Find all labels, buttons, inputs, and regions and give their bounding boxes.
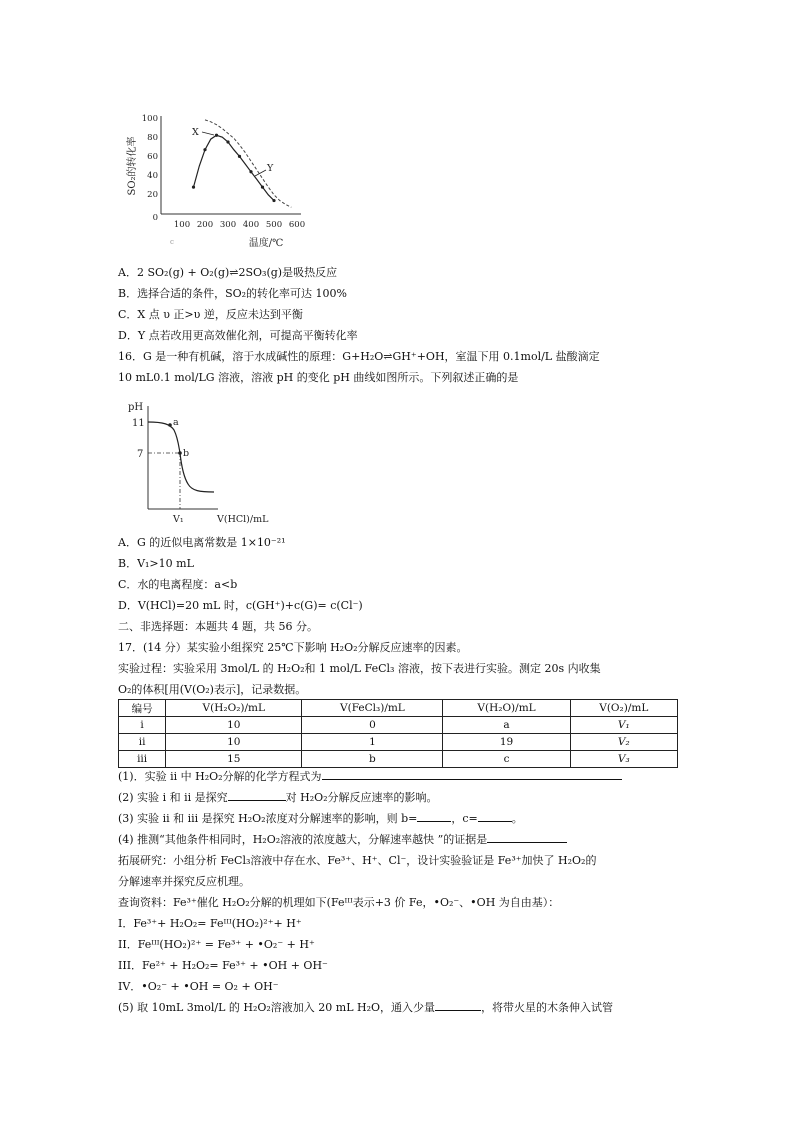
answer-blank-4[interactable] — [487, 831, 567, 843]
table-cell: 10 — [166, 717, 302, 734]
q17-part-3-text-c: 。 — [511, 812, 523, 825]
mechanism-step-3: III．Fe²⁺ + H₂O₂= Fe³⁺ + •OH + OH⁻ — [118, 959, 328, 972]
annotation-x: X — [192, 127, 199, 138]
table-row — [119, 751, 678, 768]
col-header: V(H₂O)/mL — [443, 700, 570, 717]
q16-stem-1: 16．G 是一种有机碱，溶于水成碱性的原理：G+H₂O⇌GH⁺+OH，室温下用 0.1mol/L 盐酸滴定 — [118, 350, 600, 363]
q17-part-2-text-a: (2) 实验 i 和 ii 是探究 — [118, 791, 228, 804]
measured-curve — [194, 135, 275, 200]
table-cell: V₃ — [570, 751, 677, 768]
q17-part-3 — [118, 810, 523, 828]
q17-part-1-text: (1)．实验 ii 中 H₂O₂分解的化学方程式为 — [118, 770, 322, 783]
table-cell: 19 — [443, 734, 570, 751]
col-header: V(FeCl₃)/mL — [302, 700, 443, 717]
x-pointer-line — [202, 132, 214, 135]
q17-part-2 — [118, 789, 438, 807]
answer-blank-c[interactable] — [478, 810, 512, 822]
chart1-xtick: 200 — [196, 220, 214, 230]
q17-part-1 — [118, 768, 622, 786]
q16-stem-2: 10 mL0.1 mol/LG 溶液，溶液 pH 的变化 pH 曲线如图所示。下列叙述正确的是 — [118, 371, 519, 384]
table-cell: V₁ — [570, 717, 677, 734]
table-row — [119, 717, 678, 734]
col-header: V(H₂O₂)/mL — [166, 700, 302, 717]
point-a — [168, 423, 172, 427]
table-cell: 1 — [302, 734, 443, 751]
q17-part-5-text-b: ，将带火星的木条伸入试管 — [481, 1001, 614, 1014]
chart1-ytick: 40 — [147, 171, 158, 181]
table-cell: 10 — [166, 734, 302, 751]
q16-option-a: A．G 的近似电离常数是 1×10⁻²¹ — [118, 536, 286, 549]
table-row — [119, 734, 678, 751]
table-cell: 15 — [166, 751, 302, 768]
q17-part-4-text: (4) 推测“其他条件相同时，H₂O₂溶液的浓度越大，分解速率越快 ”的证据是 — [118, 833, 488, 846]
col-header: V(O₂)/mL — [570, 700, 677, 717]
mechanism-step-4: IV．•O₂⁻ + •OH = O₂ + OH⁻ — [118, 980, 279, 993]
section-heading: 二、非选择题：本题共 4 题，共 56 分。 — [118, 620, 318, 633]
experiment-table — [118, 699, 678, 768]
q17-part-3-text-b: ，c= — [451, 812, 478, 825]
q15-option-d: D．Y 点若改用更高效催化剂，可提高平衡转化率 — [118, 329, 358, 342]
q16-option-c: C．水的电离程度：a<b — [118, 578, 238, 591]
so2-conversion-chart — [118, 108, 328, 252]
equilibrium-curve — [205, 120, 291, 207]
table-cell: b — [302, 751, 443, 768]
chart2-xlabel: V(HCl)/mL — [217, 514, 269, 525]
table-cell: 0 — [302, 717, 443, 734]
measured-point — [192, 186, 195, 189]
chart1-xtick: 600 — [288, 220, 306, 230]
mechanism-step-1: I．Fe³⁺+ H₂O₂= Feᴵᴵᴵ(HO₂)²⁺+ H⁺ — [118, 917, 302, 930]
table-cell: c — [443, 751, 570, 768]
chart1-ytick: 60 — [147, 152, 158, 162]
q17-procedure-2: O₂的体积[用(V(O₂)表示]，记录数据。 — [118, 683, 307, 696]
q17-head: 17．(14 分）某实验小组探究 25℃下影响 H₂O₂分解反应速率的因素。 — [118, 641, 468, 654]
table-cell: ii — [119, 734, 166, 751]
chart1-xtick: 500 — [265, 220, 283, 230]
q17-part-5 — [118, 999, 613, 1017]
q17-part-5-text-a: (5) 取 10mL 3mol/L 的 H₂O₂溶液加入 20 mL H₂O，通入少量 — [118, 1001, 436, 1014]
point-b — [178, 451, 182, 455]
chart1-ytick: 20 — [147, 190, 158, 200]
answer-blank-2[interactable] — [228, 789, 286, 801]
answer-blank-b[interactable] — [417, 810, 451, 822]
measured-point — [203, 148, 206, 151]
measured-point — [272, 199, 275, 202]
answer-blank-5[interactable] — [435, 999, 481, 1011]
chart2-ytick-7: 7 — [137, 449, 144, 460]
q17-extension-1: 拓展研究：小组分析 FeCl₃溶液中存在水、Fe³⁺、H⁺、Cl⁻，设计实验验证是 Fe³⁺加快了 H₂O₂的 — [118, 854, 597, 867]
q16-option-d: D．V(HCl)=20 mL 时，c(GH⁺)+c(G)= c(Cl⁻) — [118, 599, 363, 612]
chart1-ytick: 80 — [147, 133, 158, 143]
table-cell: iii — [119, 751, 166, 768]
mechanism-step-2: II．Feᴵᴵᴵ(HO₂)²⁺ = Fe³⁺ + •O₂⁻ + H⁺ — [118, 938, 315, 951]
table-cell: i — [119, 717, 166, 734]
chart2-ytick-11: 11 — [132, 418, 145, 429]
measured-point — [249, 170, 252, 173]
chart1-corner-mark: c — [170, 238, 174, 246]
q15-option-b: B．选择合适的条件，SO₂的转化率可达 100% — [118, 287, 347, 300]
measured-point — [238, 155, 241, 158]
titration-ph-chart — [118, 396, 288, 528]
q17-reference: 查询资料：Fe³⁺催化 H₂O₂分解的机理如下(Feᴵᴵᴵ表示+3 价 Fe，•O₂⁻、•OH 为自由基）： — [118, 896, 560, 909]
table-cell: a — [443, 717, 570, 734]
chart1-ytick: 0 — [152, 213, 158, 223]
q16-option-b: B．V₁>10 mL — [118, 557, 194, 570]
q17-part-4 — [118, 831, 567, 849]
chart1-xtick: 300 — [219, 220, 237, 230]
chart2-xtick-v1: V₁ — [173, 514, 184, 525]
q17-extension-2: 分解速率并探究反应机理。 — [118, 875, 250, 888]
chart1-xtick: 400 — [242, 220, 260, 230]
q15-option-a: A．2 SO₂(g) + O₂(g)⇌2SO₃(g)是吸热反应 — [118, 266, 338, 279]
q15-option-c: C．X 点 υ 正>υ 逆，反应未达到平衡 — [118, 308, 303, 321]
ph-curve — [148, 422, 214, 492]
q17-procedure-1: 实验过程：实验采用 3mol/L 的 H₂O₂和 1 mol/L FeCl₃ 溶液，按下表进行实验。测定 20s 内收集 — [118, 662, 601, 675]
q17-part-3-text-a: (3) 实验 ii 和 iii 是探究 H₂O₂浓度对分解速率的影响，则 b= — [118, 812, 418, 825]
q17-part-2-text-b: 对 H₂O₂分解反应速率的影响。 — [285, 791, 438, 804]
chart1-xlabel: 温度/℃ — [248, 238, 284, 249]
annotation-y: Y — [267, 163, 274, 174]
col-header: 编号 — [119, 700, 166, 717]
table-cell: V₂ — [570, 734, 677, 751]
measured-point — [226, 140, 229, 143]
table-header-row — [119, 700, 678, 717]
chart1-ytick: 100 — [141, 114, 158, 124]
chart1-xtick: 100 — [173, 220, 191, 230]
label-b: b — [183, 448, 190, 459]
chart1-ylabel: SO₂的转化率 — [127, 136, 138, 196]
measured-point — [261, 186, 264, 189]
measured-point — [215, 134, 218, 137]
answer-blank-1[interactable] — [322, 768, 622, 780]
label-a: a — [173, 417, 179, 428]
chart2-ylabel: pH — [128, 402, 144, 413]
